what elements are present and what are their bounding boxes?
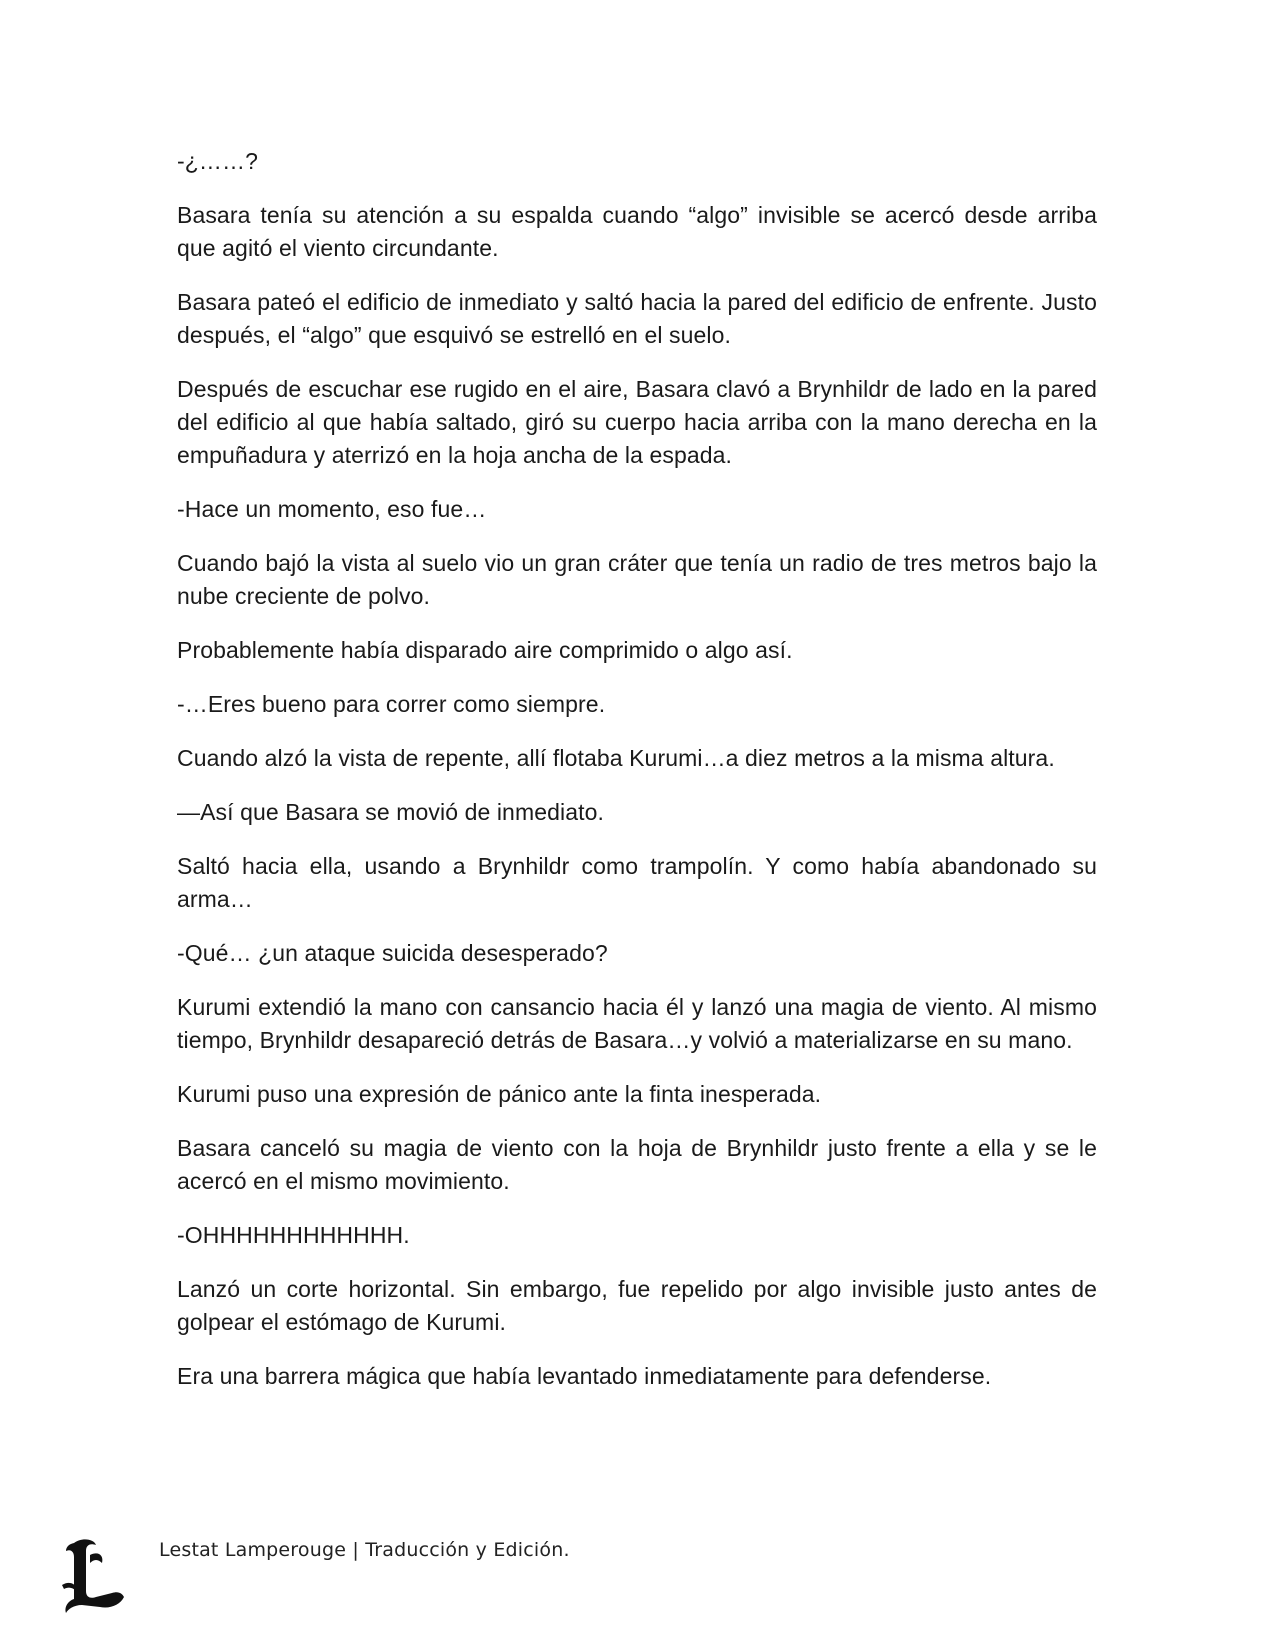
paragraph: Basara tenía su atención a su espalda cuando “algo” invisible se acercó desde arriba que agitó el viento circundante. (177, 202, 1097, 261)
paragraph: -Qué… ¿un ataque suicida desesperado? (177, 940, 608, 966)
gothic-letter-l-icon (60, 1535, 130, 1615)
paragraph: Lanzó un corte horizontal. Sin embargo, fue repelido por algo invisible justo antes de golpear el estómago de Kurumi. (177, 1276, 1097, 1335)
page-footer (60, 1535, 760, 1615)
paragraph: -OHHHHHHHHHHHH. (177, 1222, 410, 1248)
paragraph: Cuando alzó la vista de repente, allí flotaba Kurumi…a diez metros a la misma altura. (177, 745, 1055, 771)
paragraph: Basara canceló su magia de viento con la hoja de Brynhildr justo frente a ella y se le acercó en el mismo movimiento. (177, 1135, 1097, 1194)
paragraph: Saltó hacia ella, usando a Brynhildr como trampolín. Y como había abandonado su arma… (177, 853, 1097, 912)
paragraph: Kurumi extendió la mano con cansancio hacia él y lanzó una magia de viento. Al mismo tiempo, Brynhildr desapareció detrás de Basara…y volvió a materializarse en su mano. (177, 994, 1097, 1053)
paragraph: -…Eres bueno para correr como siempre. (177, 691, 606, 717)
paragraph: —Así que Basara se movió de inmediato. (177, 799, 604, 825)
paragraph: Basara pateó el edificio de inmediato y saltó hacia la pared del edificio de enfrente. Justo después, el “algo” que esquivó se estrelló en el suelo. (177, 289, 1097, 348)
paragraph: -¿……? (177, 148, 258, 174)
paragraph: -Hace un momento, eso fue… (177, 496, 487, 522)
paragraph: Probablemente había disparado aire comprimido o algo así. (177, 637, 793, 663)
paragraph: Después de escuchar ese rugido en el aire, Basara clavó a Brynhildr de lado en la pared del edificio al que había saltado, giró su cuerpo hacia arriba con la mano derecha en la empuñadura y aterrizó en la hoja ancha de la espada. (177, 376, 1097, 468)
paragraph: Era una barrera mágica que había levantado inmediatamente para defenderse. (177, 1363, 992, 1389)
paragraph: Kurumi puso una expresión de pánico ante la finta inesperada. (177, 1081, 822, 1107)
body-text (177, 145, 1097, 1414)
paragraph: Cuando bajó la vista al suelo vio un gran cráter que tenía un radio de tres metros bajo la nube creciente de polvo. (177, 550, 1097, 609)
footer-credit: Lestat Lamperouge | Traducción y Edición. (159, 1539, 570, 1561)
